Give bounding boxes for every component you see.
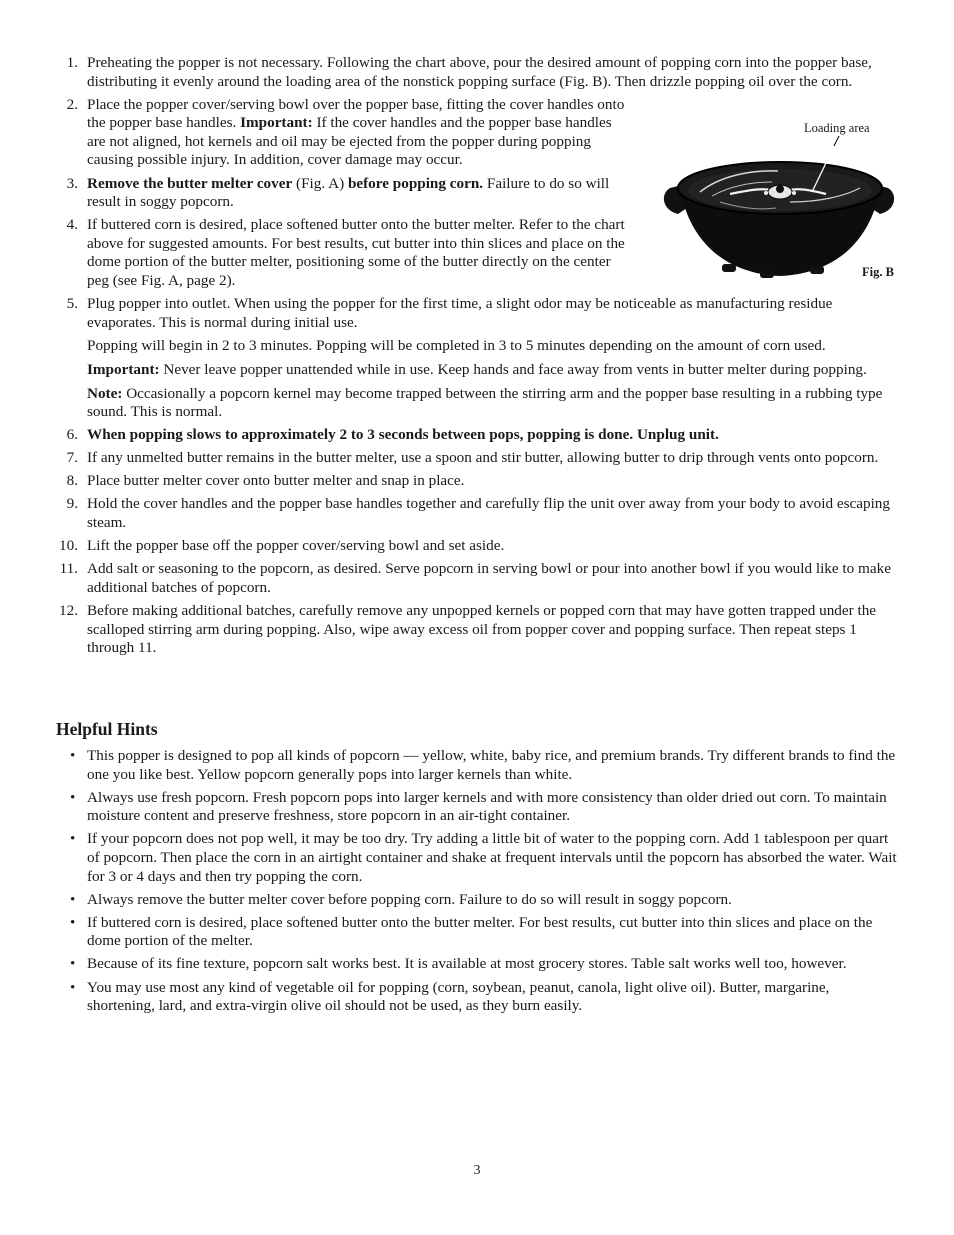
important-label: Important: — [87, 360, 160, 378]
helpful-hints-list — [56, 747, 898, 1020]
hint-item — [56, 747, 898, 784]
step-12 — [56, 602, 898, 658]
note-text: Occasionally a popcorn kernel may become trapped between the stirring arm and the popper base resulting in a rubbing type sound. This is normal. — [87, 384, 883, 421]
step-1 — [56, 54, 898, 91]
step-3 — [56, 175, 633, 212]
page-number: 3 — [473, 1163, 481, 1178]
step-text: Add salt or seasoning to the popcorn, as desired. Serve popcorn in serving bowl or pour into another bowl if you would like to make additional batches of popcorn. — [87, 560, 891, 596]
hint-item — [56, 914, 898, 951]
step-text: Before making additional batches, carefully remove any unpopped kernels or popped corn that may have gotten trapped under the scalloped stirring arm during popping. Also, wipe away excess oil from popper cover and popping surface. Then repeat steps 1 through 11. — [87, 601, 877, 657]
hint-text: You may use most any kind of vegetable oil for popping (corn, soybean, peanut, canola, light olive oil). Butter, margarine, shortening, lard, and extra-virgin olive oil should not be used, as they burn easily. — [87, 978, 830, 1015]
helpful-hints-heading: Helpful Hints — [56, 719, 158, 739]
step-emphasis: before popping corn. — [347, 174, 484, 192]
hint-item — [56, 830, 898, 886]
step-number: 5. — [66, 295, 78, 313]
step-text: Failure to do so will result in soggy popcorn. — [87, 174, 610, 211]
step-7 — [56, 449, 898, 468]
bullet-icon: • — [70, 890, 76, 908]
step-text: If the cover handles and the popper base handles are not aligned, hot kernels and oil may be ejected from the popper during popping causing possible injury. In addition, cover damage may occur. — [87, 114, 612, 169]
step-8 — [56, 472, 898, 491]
bullet-icon: • — [70, 830, 76, 848]
step-number: 1. — [66, 54, 78, 71]
figure-b — [660, 118, 900, 288]
bullet-icon: • — [70, 788, 76, 806]
step-4 — [56, 216, 633, 290]
bullet-icon: • — [70, 747, 76, 764]
hint-item — [56, 891, 898, 910]
step-text: Lift the popper base off the popper cover/serving bowl and set aside. — [87, 537, 505, 555]
hint-item — [56, 955, 898, 974]
bullet-icon: • — [70, 913, 76, 931]
step-emphasis: Remove the butter melter cover — [87, 174, 293, 192]
step-2 — [56, 96, 633, 170]
step-text: If buttered corn is desired, place softened butter onto the butter melter. Refer to the chart above for suggested amounts. For best results, cut butter into thin slices and place on the dome portion of the butter melter, positioning some of the butter directly on the center peg (see Fig. A, page 2). — [87, 216, 625, 290]
step-10 — [56, 537, 898, 556]
step-number: 3. — [66, 174, 78, 192]
note-label: Note: — [87, 384, 123, 402]
hint-item — [56, 979, 898, 1016]
step-paragraph — [87, 385, 898, 422]
step-6 — [56, 426, 898, 445]
step-emphasis: Important: — [240, 114, 313, 132]
step-emphasis: When popping slows to approximately 2 to 3 seconds between pops, popping is done. Unplug unit. — [87, 426, 719, 444]
step-text: Hold the cover handles and the popper base handles together and carefully flip the unit over away from your body to avoid escaping steam. — [87, 495, 890, 532]
step-9 — [56, 495, 898, 532]
step-number: 8. — [66, 472, 78, 490]
hint-text: If your popcorn does not pop well, it may be too dry. Try adding a little bit of water to the popping corn. Add 1 tablespoon per quart of popcorn. Then place the corn in an airtight container and shake at frequent intervals until the popcorn has absorbed the water. Wait for 3 or 4 days and then try popping the corn. — [87, 830, 897, 885]
step-11 — [56, 560, 898, 597]
popper-base-icon — [664, 136, 894, 278]
step-text: Place the popper cover/serving bowl over the popper base, fitting the cover handles onto the popper base handles. — [87, 95, 625, 132]
step-text: Preheating the popper is not necessary. Following the chart above, pour the desired amount of popping corn into the popper base, distributing it evenly around the loading area of the nonstick popping surface (Fig. B). Then drizzle popping oil over the corn. — [87, 54, 872, 90]
step-paragraph — [87, 361, 898, 380]
step-text: (Fig. A) — [292, 174, 348, 192]
step-text: Place butter melter cover onto butter melter and snap in place. — [87, 472, 465, 490]
figure-label: Fig. B — [862, 265, 894, 279]
step-number: 2. — [66, 95, 78, 113]
loading-area-label: Loading area — [804, 121, 870, 135]
step-number: 4. — [66, 216, 78, 234]
step-paragraph: Popping will begin in 2 to 3 minutes. Popping will be completed in 3 to 5 minutes depending on the amount of corn used. — [87, 337, 826, 355]
hint-text: Because of its fine texture, popcorn salt works best. It is available at most grocery stores. Table salt works well too, however. — [87, 955, 847, 973]
hint-text: This popper is designed to pop all kinds of popcorn — yellow, white, baby rice, and premium brands. Try different brands to find the one you like best. Yellow popcorn generally pops into larger kernels than white. — [87, 747, 896, 783]
step-number: 11. — [59, 560, 78, 578]
step-number: 6. — [66, 426, 78, 444]
important-text: Never leave popper unattended while in use. Keep hands and face away from vents in butter melter during popping. — [159, 360, 867, 378]
step-number: 7. — [66, 449, 78, 467]
bullet-icon: • — [70, 955, 76, 973]
step-number: 10. — [59, 537, 78, 555]
hint-text: If buttered corn is desired, place softened butter onto the butter melter. For best results, cut butter into thin slices and place on the dome portion of the melter. — [87, 913, 873, 950]
hint-item — [56, 789, 898, 826]
step-text: If any unmelted butter remains in the butter melter, use a spoon and stir butter, allowing butter to drip through vents onto popcorn. — [87, 449, 879, 467]
hint-text: Always remove the butter melter cover before popping corn. Failure to do so will result in soggy popcorn. — [87, 890, 732, 908]
step-number: 9. — [66, 495, 78, 513]
step-5 — [56, 295, 898, 422]
step-text: Plug popper into outlet. When using the popper for the first time, a slight odor may be noticeable as manufacturing residue evaporates. This is normal during initial use. — [87, 295, 833, 331]
hint-text: Always use fresh popcorn. Fresh popcorn pops into larger kernels and with more consistency than older dried out corn. To maintain moisture content and preserve freshness, store popcorn in an air-tight container. — [87, 788, 887, 825]
bullet-icon: • — [70, 978, 76, 996]
step-number: 12. — [59, 601, 78, 619]
